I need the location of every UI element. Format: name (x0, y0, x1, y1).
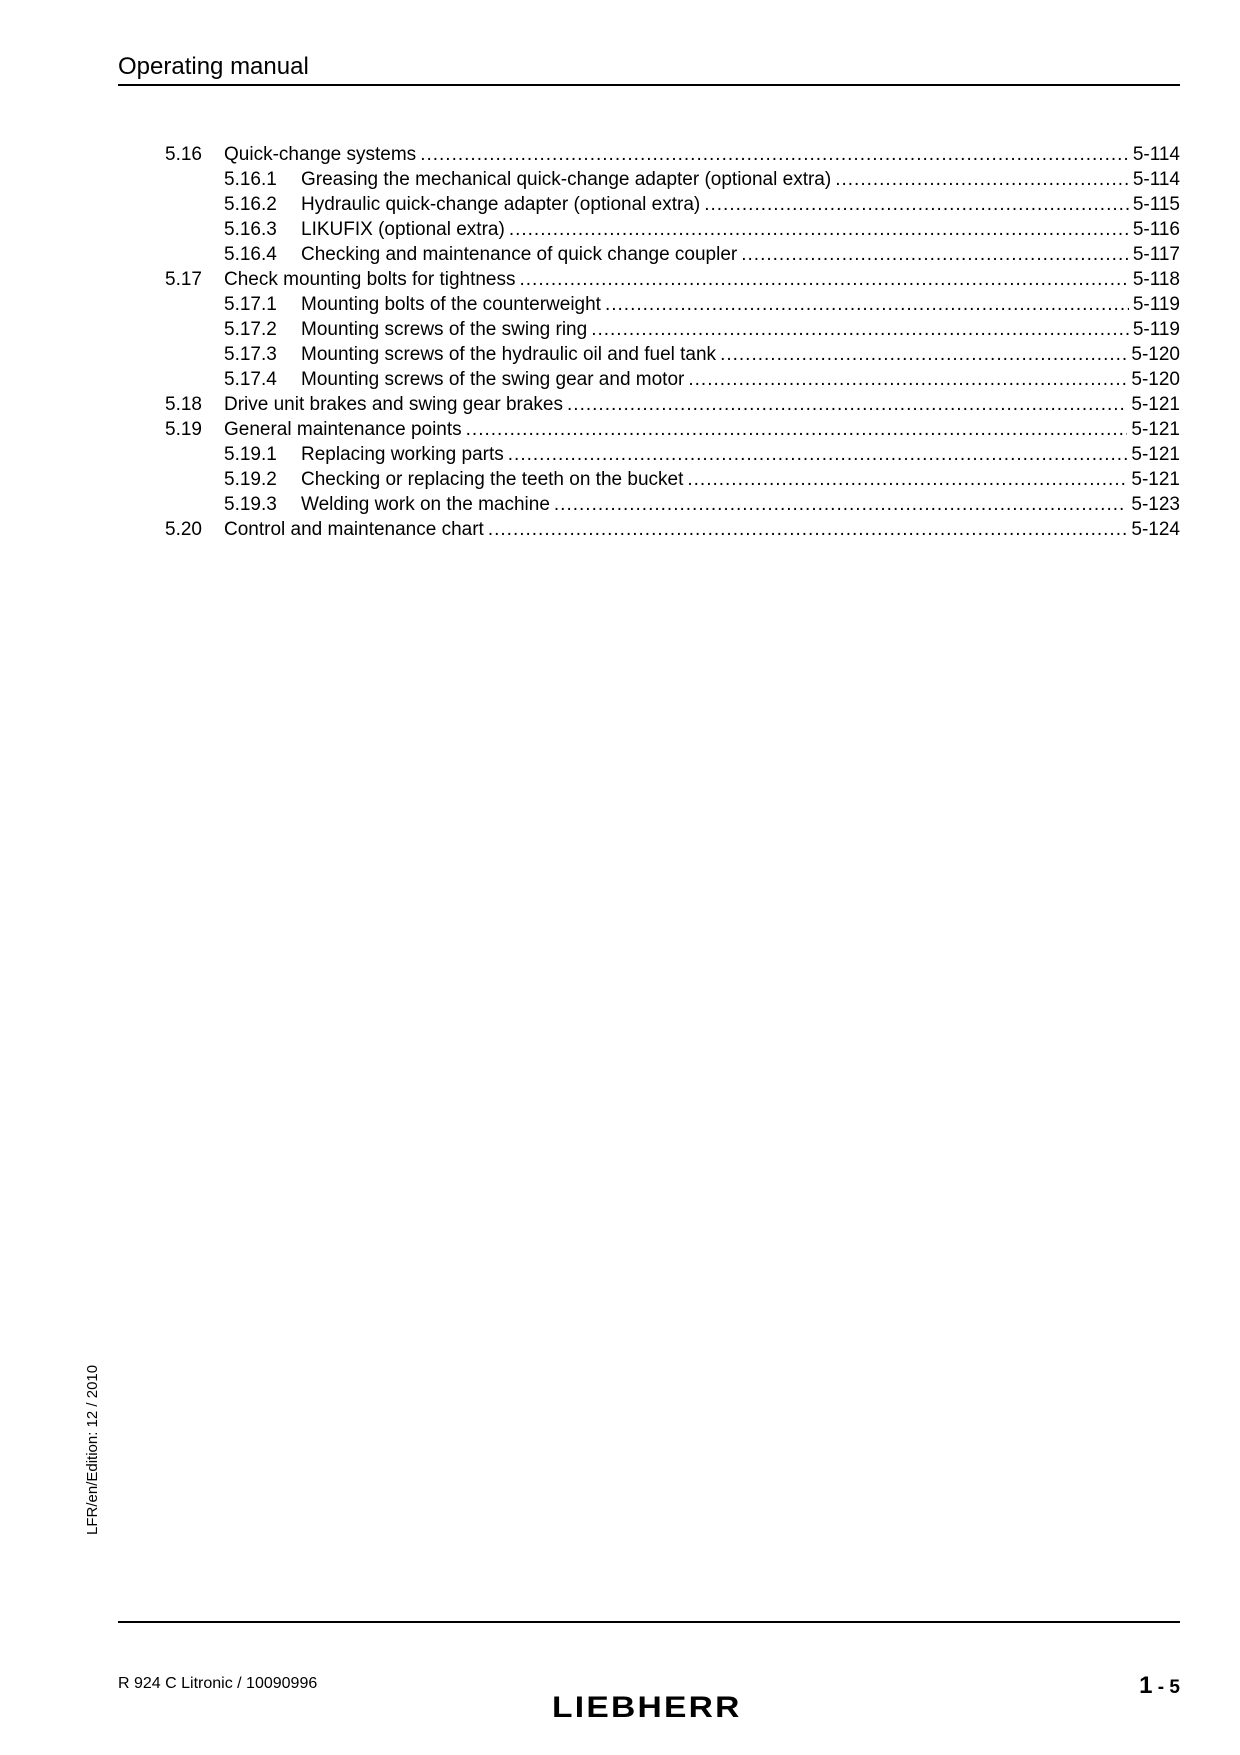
toc-entry[interactable] (165, 417, 1180, 442)
toc-entry[interactable] (165, 517, 1180, 542)
toc-entry-number: 5.19.1 (224, 444, 277, 465)
toc-dot-leader (420, 142, 1129, 167)
toc-entry-page: 5-121 (1131, 394, 1180, 415)
toc-entry[interactable] (165, 292, 1180, 317)
toc-entry[interactable] (165, 367, 1180, 392)
liebherr-logo (552, 1690, 742, 1727)
toc-entry-page: 5-114 (1132, 169, 1180, 190)
toc-entry[interactable] (165, 217, 1180, 242)
toc-entry-page: 5-124 (1131, 519, 1180, 540)
toc-dot-leader (520, 267, 1129, 292)
toc-dot-leader (688, 367, 1127, 392)
toc-entry-title: Checking or replacing the teeth on the bucket (301, 469, 684, 490)
toc-entry-page: 5-121 (1131, 444, 1180, 465)
toc-entry-title: General maintenance points (224, 419, 462, 440)
toc-dot-leader (554, 492, 1127, 517)
toc-entry-page: 5-114 (1132, 144, 1180, 165)
page-chapter: 1 (1139, 1672, 1153, 1699)
toc-entry[interactable] (165, 317, 1180, 342)
toc-entry-number: 5.17 (165, 269, 202, 290)
toc-entry-page: 5-121 (1131, 469, 1180, 490)
toc-entry-number: 5.17.1 (224, 294, 277, 315)
toc-entry-title: Checking and maintenance of quick change coupler (301, 244, 738, 265)
toc-entry[interactable] (165, 192, 1180, 217)
toc-entry[interactable] (165, 392, 1180, 417)
toc-dot-leader (508, 442, 1128, 467)
footer-rule (118, 1621, 1180, 1623)
toc-entry[interactable] (165, 342, 1180, 367)
toc-entry-number: 5.19.3 (224, 494, 277, 515)
toc-entry-number: 5.16.2 (224, 194, 277, 215)
toc-entry-page: 5-117 (1132, 244, 1180, 265)
toc-dot-leader (488, 517, 1128, 542)
header-rule (118, 84, 1180, 86)
toc-entry-title: Check mounting bolts for tightness (224, 269, 516, 290)
table-of-contents (165, 142, 1180, 542)
toc-entry-page: 5-123 (1131, 494, 1180, 515)
toc-entry-title: LIKUFIX (optional extra) (301, 219, 505, 240)
page-number (1139, 1672, 1180, 1700)
toc-entry-number: 5.16 (165, 144, 202, 165)
toc-entry-title: Drive unit brakes and swing gear brakes (224, 394, 564, 415)
toc-entry-page: 5-115 (1132, 194, 1180, 215)
toc-entry-title: Greasing the mechanical quick-change adapter (optional extra) (301, 169, 832, 190)
toc-entry-number: 5.16.1 (224, 169, 277, 190)
toc-dot-leader (704, 192, 1129, 217)
toc-dot-leader (567, 392, 1127, 417)
page-separator: - (1152, 1677, 1170, 1698)
toc-dot-leader (466, 417, 1128, 442)
toc-entry-page: 5-120 (1131, 344, 1180, 365)
toc-entry-title: Mounting screws of the swing ring (301, 319, 588, 340)
toc-entry-number: 5.18 (165, 394, 202, 415)
footer-model-info: R 924 C Litronic / 10090996 (118, 1675, 318, 1692)
toc-entry-title: Hydraulic quick-change adapter (optional extra) (301, 194, 701, 215)
toc-entry-number: 5.20 (165, 519, 202, 540)
toc-entry[interactable] (165, 442, 1180, 467)
toc-entry[interactable] (165, 467, 1180, 492)
toc-entry-title: Mounting screws of the swing gear and motor (301, 369, 685, 390)
toc-entry[interactable] (165, 492, 1180, 517)
edition-label: LFR/en/Edition: 12 / 2010 (84, 1364, 101, 1535)
toc-entry-page: 5-121 (1131, 419, 1180, 440)
toc-dot-leader (687, 467, 1127, 492)
toc-entry-page: 5-120 (1131, 369, 1180, 390)
toc-entry-number: 5.17.3 (224, 344, 277, 365)
toc-entry-number: 5.16.4 (224, 244, 277, 265)
toc-entry-page: 5-119 (1132, 319, 1180, 340)
toc-entry-number: 5.19 (165, 419, 202, 440)
page-header-title: Operating manual (118, 53, 309, 80)
toc-entry[interactable] (165, 142, 1180, 167)
toc-entry-number: 5.17.4 (224, 369, 277, 390)
toc-entry-title: Welding work on the machine (301, 494, 550, 515)
toc-entry-title: Replacing working parts (301, 444, 504, 465)
toc-entry-number: 5.19.2 (224, 469, 277, 490)
toc-entry-page: 5-119 (1132, 294, 1180, 315)
toc-entry-page: 5-118 (1132, 269, 1180, 290)
toc-dot-leader (741, 242, 1129, 267)
toc-entry-title: Mounting screws of the hydraulic oil and fuel tank (301, 344, 717, 365)
toc-entry[interactable] (165, 242, 1180, 267)
toc-entry-title: Control and maintenance chart (224, 519, 484, 540)
toc-entry-page: 5-116 (1132, 219, 1180, 240)
toc-entry[interactable] (165, 267, 1180, 292)
toc-dot-leader (720, 342, 1127, 367)
toc-dot-leader (605, 292, 1129, 317)
toc-dot-leader (591, 317, 1129, 342)
page-index: 5 (1169, 1677, 1180, 1698)
toc-entry-title: Mounting bolts of the counterweight (301, 294, 601, 315)
toc-dot-leader (509, 217, 1129, 242)
toc-entry[interactable] (165, 167, 1180, 192)
toc-entry-number: 5.17.2 (224, 319, 277, 340)
toc-entry-number: 5.16.3 (224, 219, 277, 240)
toc-entry-title: Quick-change systems (224, 144, 417, 165)
toc-dot-leader (835, 167, 1129, 192)
svg-text:LIEBHERR: LIEBHERR (552, 1690, 742, 1722)
